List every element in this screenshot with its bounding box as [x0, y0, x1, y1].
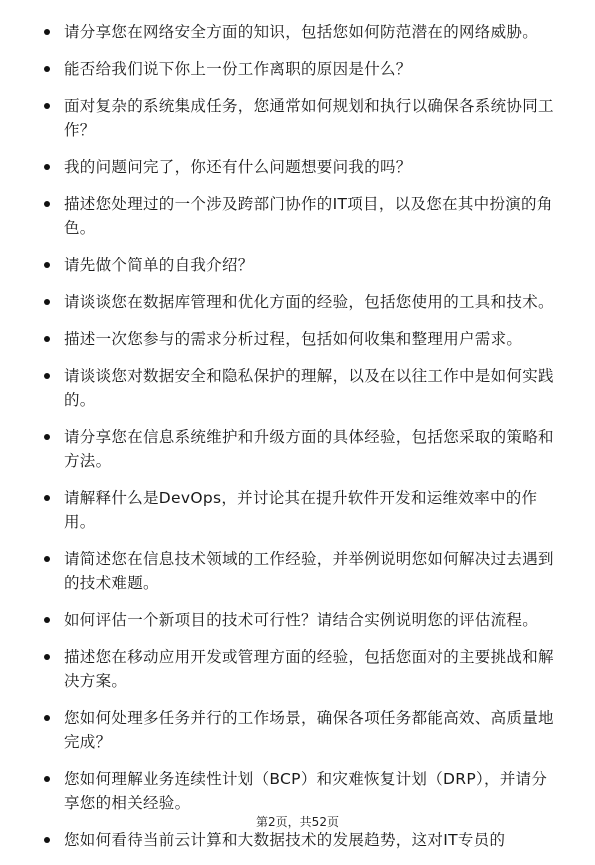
question-text: 请先做个简单的自我介绍？ [64, 256, 254, 274]
bullet-icon [44, 164, 50, 170]
bullet-icon [44, 103, 50, 109]
bullet-icon [44, 715, 50, 721]
question-text: 描述您处理过的一个涉及跨部门协作的IT项目，以及您在其中扮演的角色。 [64, 195, 553, 237]
list-item [40, 425, 560, 473]
list-item [40, 547, 560, 595]
bullet-icon [44, 336, 50, 342]
list-item [40, 828, 560, 852]
list-item [40, 57, 560, 81]
bullet-icon [44, 617, 50, 623]
list-item [40, 364, 560, 412]
list-item [40, 253, 560, 277]
page-number: 第2页，共52页 [256, 815, 339, 829]
question-text: 描述您在移动应用开发或管理方面的经验，包括您面对的主要挑战和解决方案。 [64, 648, 554, 690]
list-item [40, 290, 560, 314]
list-item [40, 327, 560, 351]
question-text: 如何评估一个新项目的技术可行性？请结合实例说明您的评估流程。 [64, 611, 539, 629]
list-item [40, 192, 560, 240]
bullet-icon [44, 654, 50, 660]
list-item [40, 155, 560, 179]
bullet-icon [44, 556, 50, 562]
bullet-icon [44, 434, 50, 440]
bullet-icon [44, 373, 50, 379]
bullet-icon [44, 262, 50, 268]
question-text: 请分享您在信息系统维护和升级方面的具体经验，包括您采取的策略和方法。 [64, 428, 554, 470]
bullet-icon [44, 837, 50, 843]
list-item [40, 20, 560, 44]
list-item [40, 608, 560, 632]
question-text: 请谈谈您对数据安全和隐私保护的理解，以及在以往工作中是如何实践的。 [64, 367, 554, 409]
question-text: 请解释什么是DevOps，并讨论其在提升软件开发和运维效率中的作用。 [64, 489, 538, 531]
question-text: 面对复杂的系统集成任务，您通常如何规划和执行以确保各系统协同工作？ [64, 97, 554, 139]
list-item [40, 767, 560, 815]
question-text: 您如何看待当前云计算和大数据技术的发展趋势，这对IT专员的 [64, 831, 506, 849]
question-text: 我的问题问完了，你还有什么问题想要问我的吗？ [64, 158, 412, 176]
bullet-icon [44, 29, 50, 35]
question-text: 请谈谈您在数据库管理和优化方面的经验，包括您使用的工具和技术。 [64, 293, 554, 311]
bullet-icon [44, 201, 50, 207]
list-item [40, 706, 560, 754]
question-list [40, 20, 560, 865]
question-text: 能否给我们说下你上一份工作离职的原因是什么？ [64, 60, 412, 78]
list-item [40, 486, 560, 534]
bullet-icon [44, 776, 50, 782]
bullet-icon [44, 495, 50, 501]
question-text: 您如何理解业务连续性计划（BCP）和灾难恢复计划（DRP），并请分享您的相关经验。 [64, 770, 548, 812]
list-item [40, 645, 560, 693]
question-text: 请分享您在网络安全方面的知识，包括您如何防范潜在的网络威胁。 [64, 23, 539, 41]
bullet-icon [44, 66, 50, 72]
bullet-icon [44, 299, 50, 305]
question-text: 请简述您在信息技术领域的工作经验，并举例说明您如何解决过去遇到的技术难题。 [64, 550, 554, 592]
question-text: 您如何处理多任务并行的工作场景，确保各项任务都能高效、高质量地完成？ [64, 709, 554, 751]
list-item [40, 94, 560, 142]
question-text: 描述一次您参与的需求分析过程，包括如何收集和整理用户需求。 [64, 330, 523, 348]
